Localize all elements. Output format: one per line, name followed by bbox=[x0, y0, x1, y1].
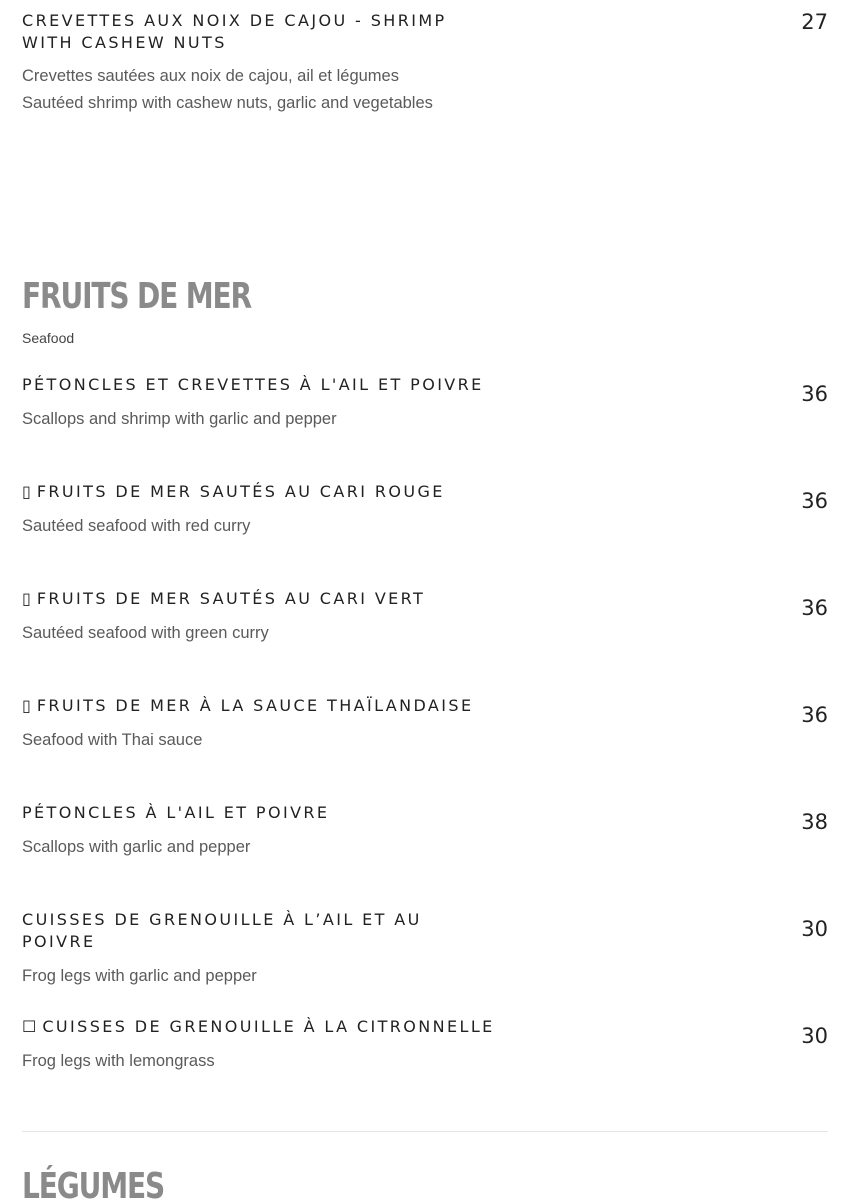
item-title: PÉTONCLES À L'AIL ET POIVRE bbox=[22, 803, 330, 822]
item-price: 30 bbox=[801, 1024, 828, 1048]
item-description bbox=[22, 63, 828, 117]
item-price: 36 bbox=[801, 703, 828, 727]
spicy-icon: ▯ bbox=[22, 696, 31, 715]
item-description: Sautéed seafood with red curry bbox=[22, 517, 251, 535]
item-title: ▯ FRUITS DE MER SAUTÉS AU CARI VERT bbox=[22, 589, 426, 608]
item-description-en: Sautéed shrimp with cashew nuts, garlic and vegetables bbox=[22, 94, 433, 112]
menu-item bbox=[22, 10, 828, 117]
item-price: 36 bbox=[801, 489, 828, 513]
section-subtitle: Seafood bbox=[22, 330, 75, 346]
menu-item bbox=[22, 802, 828, 861]
menu-item bbox=[22, 909, 828, 990]
item-title: PÉTONCLES ET CREVETTES À L'AIL ET POIVRE bbox=[22, 375, 484, 394]
menu-item bbox=[22, 695, 828, 754]
menu-item bbox=[22, 374, 828, 433]
menu-item bbox=[22, 588, 828, 647]
item-price: 27 bbox=[801, 10, 828, 34]
item-title: ▯ FRUITS DE MER À LA SAUCE THAÏLANDAISE bbox=[22, 696, 474, 715]
item-price: 30 bbox=[801, 917, 828, 941]
item-title: CREVETTES AUX NOIX DE CAJOU - SHRIMP WITH CASHEW NUTS bbox=[22, 11, 447, 52]
item-description: Frog legs with garlic and pepper bbox=[22, 967, 257, 985]
item-price: 38 bbox=[801, 810, 828, 834]
item-title: ▯ FRUITS DE MER SAUTÉS AU CARI ROUGE bbox=[22, 482, 445, 501]
menu-item bbox=[22, 481, 828, 540]
menu-item bbox=[22, 1016, 828, 1075]
section-divider bbox=[22, 1131, 828, 1132]
item-title: ☐ CUISSES DE GRENOUILLE À LA CITRONNELLE bbox=[22, 1017, 495, 1036]
item-description-fr: Crevettes sautées aux noix de cajou, ail et légumes bbox=[22, 67, 399, 85]
item-description: Sautéed seafood with green curry bbox=[22, 624, 269, 642]
item-price: 36 bbox=[801, 596, 828, 620]
item-description: Scallops with garlic and pepper bbox=[22, 838, 251, 856]
spicy-icon: ▯ bbox=[22, 589, 31, 608]
item-description: Frog legs with lemongrass bbox=[22, 1052, 215, 1070]
item-description: Seafood with Thai sauce bbox=[22, 731, 203, 749]
symbol-icon: ☐ bbox=[22, 1017, 37, 1036]
item-description: Scallops and shrimp with garlic and pepper bbox=[22, 410, 337, 428]
item-title: CUISSES DE GRENOUILLE À L’AIL ET AU POIVRE bbox=[22, 910, 422, 951]
spicy-icon: ▯ bbox=[22, 482, 31, 501]
section-title: LÉGUMES bbox=[22, 1166, 165, 1202]
item-price: 36 bbox=[801, 382, 828, 406]
section-title: FRUITS DE MER bbox=[22, 276, 252, 317]
